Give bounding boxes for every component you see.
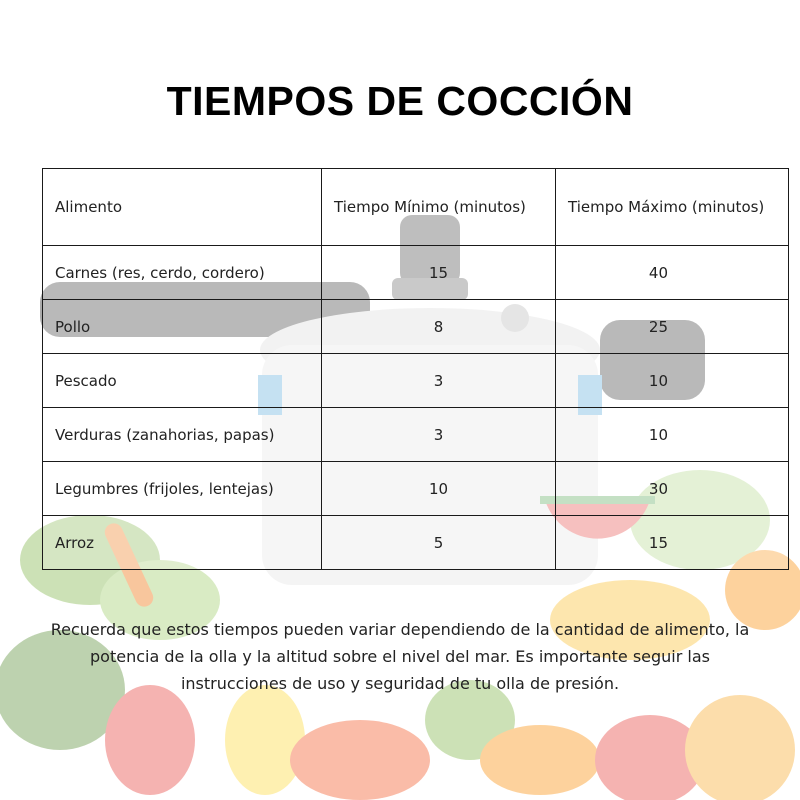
max-time-cell: 15 [556,516,789,570]
note-line: Recuerda que estos tiempos pueden variar dependiendo de la cantidad de alimento, la [50,620,750,639]
table-row [43,300,789,354]
header-tiempo-minimo: Tiempo Mínimo (minutos) [322,169,556,246]
food-cell: Pescado [43,354,322,408]
max-time-cell: 25 [556,300,789,354]
note-line: potencia de la olla y la altitud sobre el nivel del mar. Es importante seguir las [90,647,710,666]
header-tiempo-maximo: Tiempo Máximo (minutos) [556,169,789,246]
max-time-cell: 10 [556,354,789,408]
page-title: TIEMPOS DE COCCIÓN [166,78,634,124]
min-time-cell: 10 [322,462,556,516]
min-time-cell: 15 [322,246,556,300]
min-time-cell: 3 [322,408,556,462]
cooking-times-table [42,168,789,570]
note-paragraph [0,616,800,697]
min-time-cell: 8 [322,300,556,354]
min-time-cell: 3 [322,354,556,408]
food-cell: Verduras (zanahorias, papas) [43,408,322,462]
food-cell: Pollo [43,300,322,354]
note-line: instrucciones de uso y seguridad de tu olla de presión. [180,674,620,693]
food-cell: Arroz [43,516,322,570]
food-cell: Legumbres (frijoles, lentejas) [43,462,322,516]
header-alimento: Alimento [43,169,322,246]
table-row [43,516,789,570]
max-time-cell: 40 [556,246,789,300]
max-time-cell: 30 [556,462,789,516]
min-time-cell: 5 [322,516,556,570]
food-cell: Carnes (res, cerdo, cordero) [43,246,322,300]
table-header-row [43,169,789,246]
table-row [43,462,789,516]
table-row [43,246,789,300]
table-row [43,354,789,408]
max-time-cell: 10 [556,408,789,462]
table-row [43,408,789,462]
